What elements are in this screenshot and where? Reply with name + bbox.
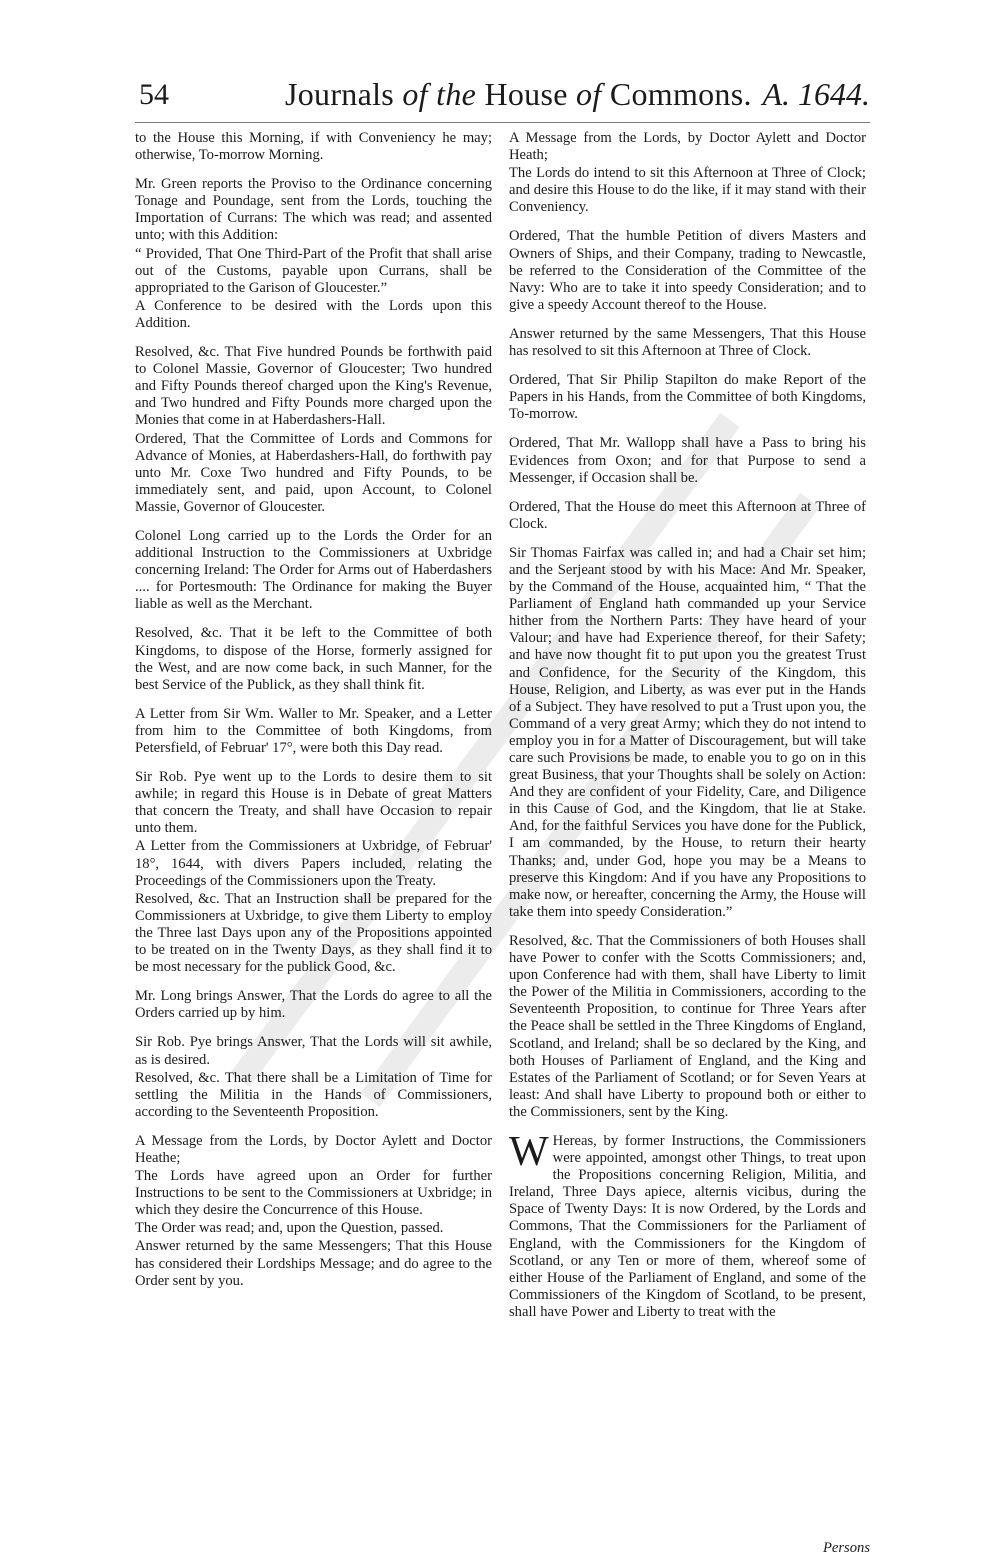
paragraph: A Letter from the Commissioners at Uxbridge, of Februar' 18°, 1644, with divers Papers included, relating the Proceedings of the Commissioners upon the Treaty. [135,838,492,889]
paragraph: Sir Thomas Fairfax was called in; and had a Chair set him; and the Serjeant stood by with his Mace: And Mr. Speaker, by the Command of the House, acquainted him, “ That the Parliament of England hath commanded up your Service hither from the Northern Parts: They have heard of your Valour; and have had Experience thereof, for their Safety; and have now thought fit to put upon you the greatest Trust and Confidence, for the Security of the Kingdom, this House, Religion, and Liberty, as was ever put in the Hands of a Subject. They have resolved to put a Trust upon you, the Command of a very great Army; which they do not intend to employ you in for a Matter of Discouragement, but will take care such Provisions be made, to enable you to go on in this great Business, that your Thoughts shall be solely on Action: And they are confident of your Fidelity, Care, and Diligence in this Cause of God, and the Kingdom, that lie at Stake. And, for the faithful Services you have done for the Publick, I am commanded, by the House, to return their hearty Thanks; and, under God, hope you may be a Means to preserve this Kingdom: And if you have any Propositions to make now, or hereafter, concerning the Army, the House will take them into speedy Consideration.” [509,544,866,920]
paragraph: The Lords have agreed upon an Order for further Instructions to be sent to the Commissioners at Uxbridge; in which they desire the Concurrence of this House. [135,1168,492,1219]
order-paragraph [509,1128,866,1321]
paragraph: Colonel Long carried up to the Lords the Order for an additional Instruction to the Commissioners at Uxbridge concerning Ireland: The Order for Arms out of Haberdashers .... for Portesmouth: The Ordinance for making the Buyer liable as well as the Merchant. [135,527,492,613]
paragraph: A Message from the Lords, by Doctor Aylett and Doctor Heath; [509,130,866,164]
paragraph: A Message from the Lords, by Doctor Aylett and Doctor Heathe; [135,1132,492,1166]
paragraph: Resolved, &c. That the Commissioners of both Houses shall have Power to confer with the Scotts Commissioners; and, upon Conference had with them, shall have Liberty to limit the Power of the Militia in Commissioners, according to the Seventeenth Proposition, to continue for Three Years after the Peace shall be settled in the Three Kingdoms of England, Scotland, and Ireland; shall be so declared by the King, and both Houses of Parliament of England, and the King and Estates of the Parliament of Scotland; or for Seven Years at least: And shall have Liberty to propound both or either to the Commissioners, sent by the King. [509,932,866,1120]
paragraph: Ordered, That the Committee of Lords and Commons for Advance of Monies, at Haberdashers-Hall, do forthwith pay unto Mr. Coxe Two hundred and Fifty Pounds, to be immediately sent, and paid, upon Account, to Colonel Massie, Governor of Gloucester. [135,430,492,515]
paragraph: A Conference to be desired with the Lords upon this Addition. [135,297,492,331]
paragraph: Resolved, &c. That there shall be a Limitation of Time for settling the Militia in the Hands of Commissioners, according to the Seventeenth Proposition. [135,1069,492,1120]
right-column [509,130,866,1321]
paragraph: to the House this Morning, if with Conveniency he may; otherwise, To-morrow Morning. [135,130,492,164]
paragraph: Ordered, That Mr. Wallopp shall have a Pass to bring his Evidences from Oxon; and for that Purpose to send a Messenger, if Occasion shall be. [509,435,866,486]
paragraph: Resolved, &c. That it be left to the Committee of both Kingdoms, to dispose of the Horse, formerly assigned for the West, and are now come back, in such Manner, for the best Service of the Publick, as they shall think fit. [135,625,492,693]
paragraph: The Order was read; and, upon the Question, passed. [135,1220,444,1237]
paragraph: The Lords do intend to sit this Afternoon at Three of Clock; and desire this House to do the like, if it may stand with their Conveniency. [509,165,866,216]
page-number: 54 [139,78,169,111]
paragraph: A Letter from Sir Wm. Waller to Mr. Speaker, and a Letter from him to the Committee of both Kingdoms, from Petersfield, of Februar' 17°, were both this Day read. [135,705,492,756]
header-rule [135,122,870,123]
left-column [135,130,492,1290]
paragraph: Answer returned by the same Messengers, That this House has resolved to sit this Afternoon at Three of Clock. [509,325,866,360]
paragraph: Ordered, That the humble Petition of divers Masters and Owners of Ships, and their Company, trading to Newcastle, be referred to the Consideration of the Committee of the Navy: Who are to take it into speedy Consideration; and to give a speedy Account thereof to the House. [509,228,866,313]
paragraph: Ordered, That the House do meet this Afternoon at Three of Clock. [509,498,866,532]
paragraph-text: Hereas, by former Instructions, the Commissioners were appointed, amongst other Things, to treat upon the Propositions concerning Religion, Militia, and Ireland, Three Days apiece, alternis vicibus, during the Space of Twenty Days: It is now Ordered, by the Lords and Commons, That the Commissioners for the Parliament of England, with the Commissioners for the Kingdom of Scotland, or any Ten or more of them, whereof some of either House of the Parliament of England, and some of the Commissioners of the Kingdom of Scotland, to be present, shall have Power and Liberty to treat with the [509,1132,866,1320]
paragraph: Sir Rob. Pye went up to the Lords to desire them to sit awhile; in regard this House is in Debate of great Matters that concern the Treaty, and shall have Occasion to repair unto them. [135,769,492,837]
paragraph: Ordered, That Sir Philip Stapilton do make Report of the Papers in his Hands, from the Committee of both Kingdoms, To-morrow. [509,372,866,423]
catchword: Persons [822,1540,870,1556]
page-header [135,72,870,124]
paragraph: Resolved, &c. That an Instruction shall be prepared for the Commissioners at Uxbridge, to give them Liberty to employ the Three last Days upon any of the Propositions appointed to be treated on in the Twenty Days, as they shall find it to be most necessary for the publick Good, &c. [135,890,492,976]
running-title: Journals of the House of Commons. [285,76,752,112]
paragraph: Answer returned by the same Messengers; That this House has considered their Lordships Message; and do agree to the Order sent by you. [135,1238,492,1289]
drop-capital: W [509,1128,549,1175]
paragraph: “ Provided, That One Third-Part of the Profit that shall arise out of the Customs, payable upon Currans, shall be appropriated to the Garison of Gloucester.” [135,245,492,296]
paragraph: Mr. Green reports the Proviso to the Ordinance concerning Tonage and Poundage, sent from the Lords, touching the Importation of Currans: The which was read; and assented unto; with this Addition: [135,176,492,244]
year-heading: A. 1644. [762,76,870,112]
paragraph: Mr. Long brings Answer, That the Lords do agree to all the Orders carried up by him. [135,988,492,1022]
paragraph: Resolved, &c. That Five hundred Pounds be forthwith paid to Colonel Massie, Governor of Gloucester; Two hundred and Fifty Pounds thereof charged upon the King's Revenue, and Two hundred and Fifty Pounds more charged upon the Monies that come in at Haberdashers-Hall. [135,344,492,429]
paragraph: Sir Rob. Pye brings Answer, That the Lords will sit awhile, as is desired. [135,1034,492,1068]
